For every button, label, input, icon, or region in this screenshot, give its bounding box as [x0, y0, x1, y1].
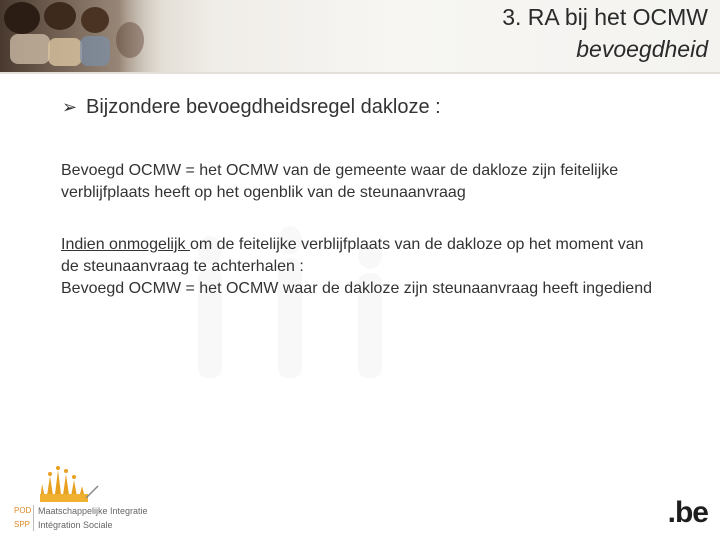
paragraph-exception [61, 234, 661, 300]
underlined-phrase: Indien onmogelijk [61, 236, 190, 253]
exception-rule: Bevoegd OCMW = het OCMW waar de dakloze zijn steunaanvraag heeft ingediend [61, 280, 652, 297]
org-name-fr: Intégration Sociale [38, 520, 113, 530]
header-divider [0, 72, 720, 74]
logo-spp-label: SPP [14, 520, 31, 529]
bullet-heading [62, 96, 441, 119]
slide-title: 3. RA bij het OCMW [502, 4, 708, 30]
exception-text: om de feitelijke verblijfplaats van de dakloze op het moment van de steunaanvraag te achterhalen : [61, 236, 644, 275]
logo-separator [33, 505, 34, 531]
logo-pod-label: POD [14, 506, 32, 515]
header-photo [0, 0, 170, 72]
bullet-heading-text: Bijzondere bevoegdheidsregel dakloze : [86, 96, 441, 118]
paragraph-rule: Bevoegd OCMW = het OCMW van de gemeente waar de dakloze zijn feitelijke verblijfplaats heeft op het ogenblik van de steunaanvraag [61, 162, 619, 201]
be-logo: .be [667, 496, 708, 529]
org-name-nl: Maatschappelijke Integratie [38, 506, 148, 516]
arrow-bullet-icon: ➢ [62, 97, 78, 117]
slide-subtitle: bevoegdheid [576, 36, 708, 62]
